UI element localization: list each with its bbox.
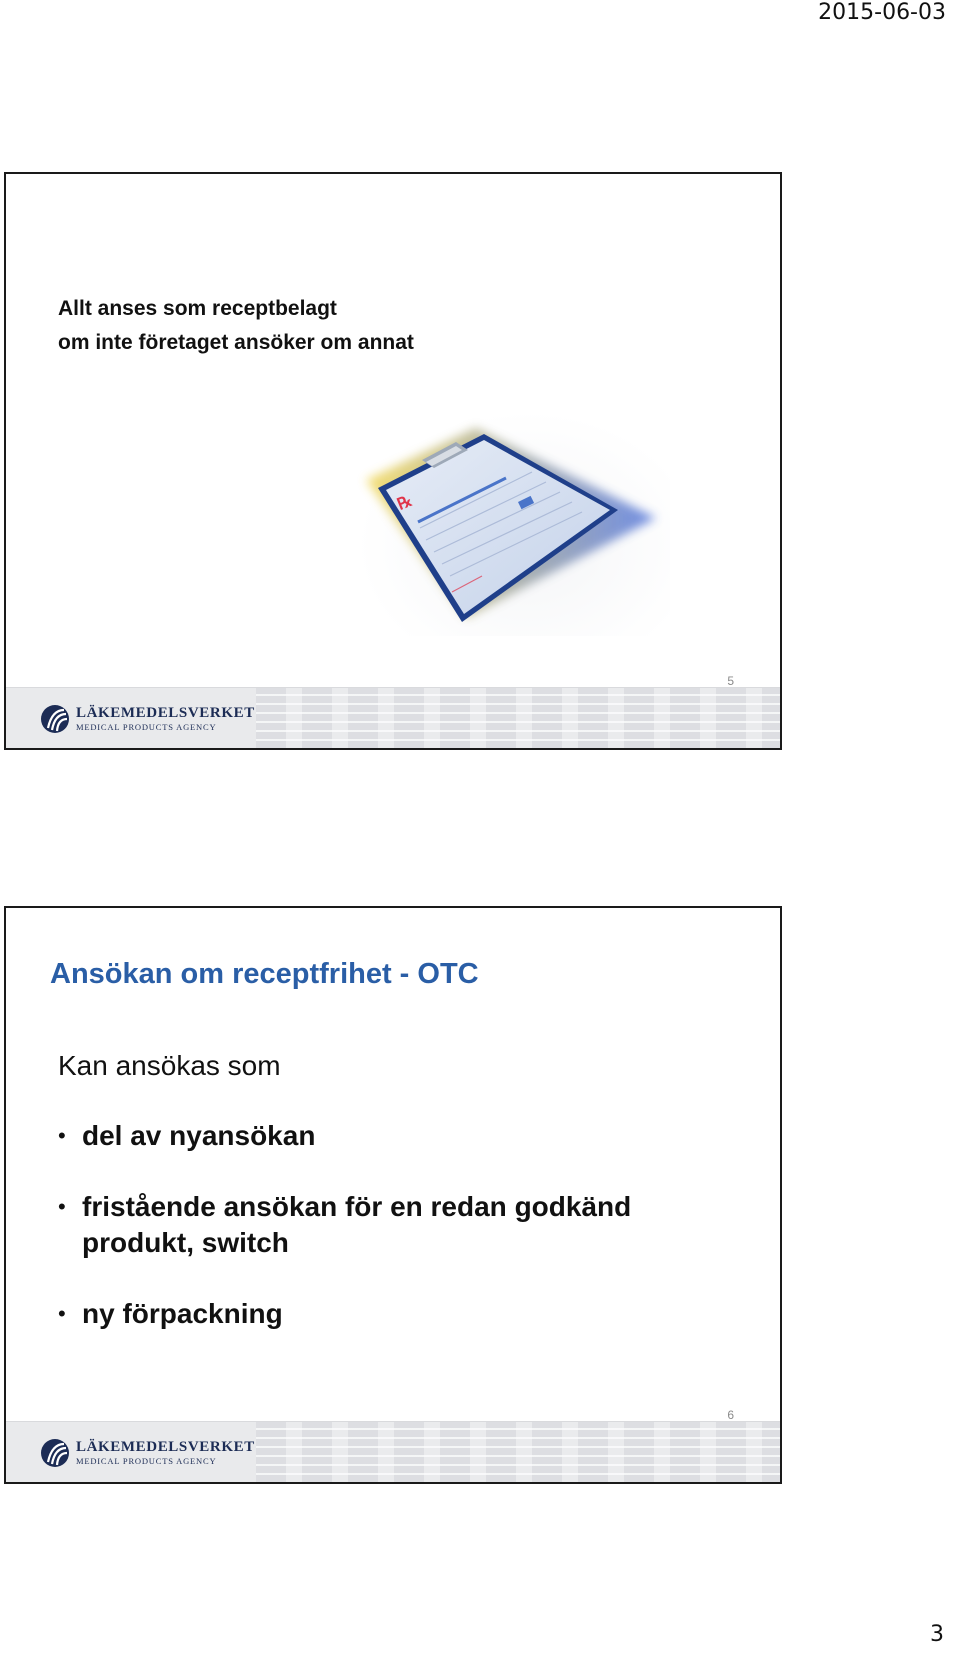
slide-intro-text: Kan ansökas som: [58, 1050, 281, 1081]
slide-number: 6: [727, 1408, 734, 1422]
slide-title: [58, 292, 414, 360]
slide-footer: [6, 687, 780, 748]
logo-name: LÄKEMEDELSVERKET: [76, 1439, 255, 1456]
bullet-text: fristående ansökan för en redan godkänd produkt, switch: [82, 1191, 632, 1258]
slide-title-line-1: Allt anses som receptbelagt: [58, 297, 337, 320]
agency-logo: [40, 704, 255, 734]
footer-pattern: [256, 1422, 780, 1482]
svg-text:℞: ℞: [395, 492, 415, 514]
slide-title-line-2: om inte företaget ansöker om annat: [58, 331, 414, 354]
agency-logo: [40, 1438, 255, 1468]
bullet-list: [58, 1118, 642, 1367]
logo-name: LÄKEMEDELSVERKET: [76, 705, 255, 722]
slide-title: Ansökan om receptfrihet - OTC: [50, 958, 479, 990]
slide-number: 5: [727, 674, 734, 688]
logo-subtitle: MEDICAL PRODUCTS AGENCY: [76, 722, 217, 733]
footer-pattern: [256, 688, 780, 748]
page-date: 2015-06-03: [818, 0, 946, 25]
slide-footer: [6, 1421, 780, 1482]
agency-logo-icon: [40, 1438, 70, 1468]
slide-6: [4, 906, 782, 1484]
list-item: • ny förpackning: [58, 1298, 283, 1329]
agency-logo-icon: [40, 704, 70, 734]
slide-5: [4, 172, 782, 750]
bullet-text: ny förpackning: [82, 1298, 283, 1329]
bullet-text: del av nyansökan: [82, 1120, 316, 1151]
logo-subtitle: MEDICAL PRODUCTS AGENCY: [76, 1456, 217, 1467]
clipboard-prescription-photo: [356, 410, 670, 636]
page-number: 3: [930, 1622, 944, 1647]
list-item: • fristående ansökan för en redan godkänd produkt, switch: [58, 1191, 632, 1258]
list-item: • del av nyansökan: [58, 1120, 316, 1151]
